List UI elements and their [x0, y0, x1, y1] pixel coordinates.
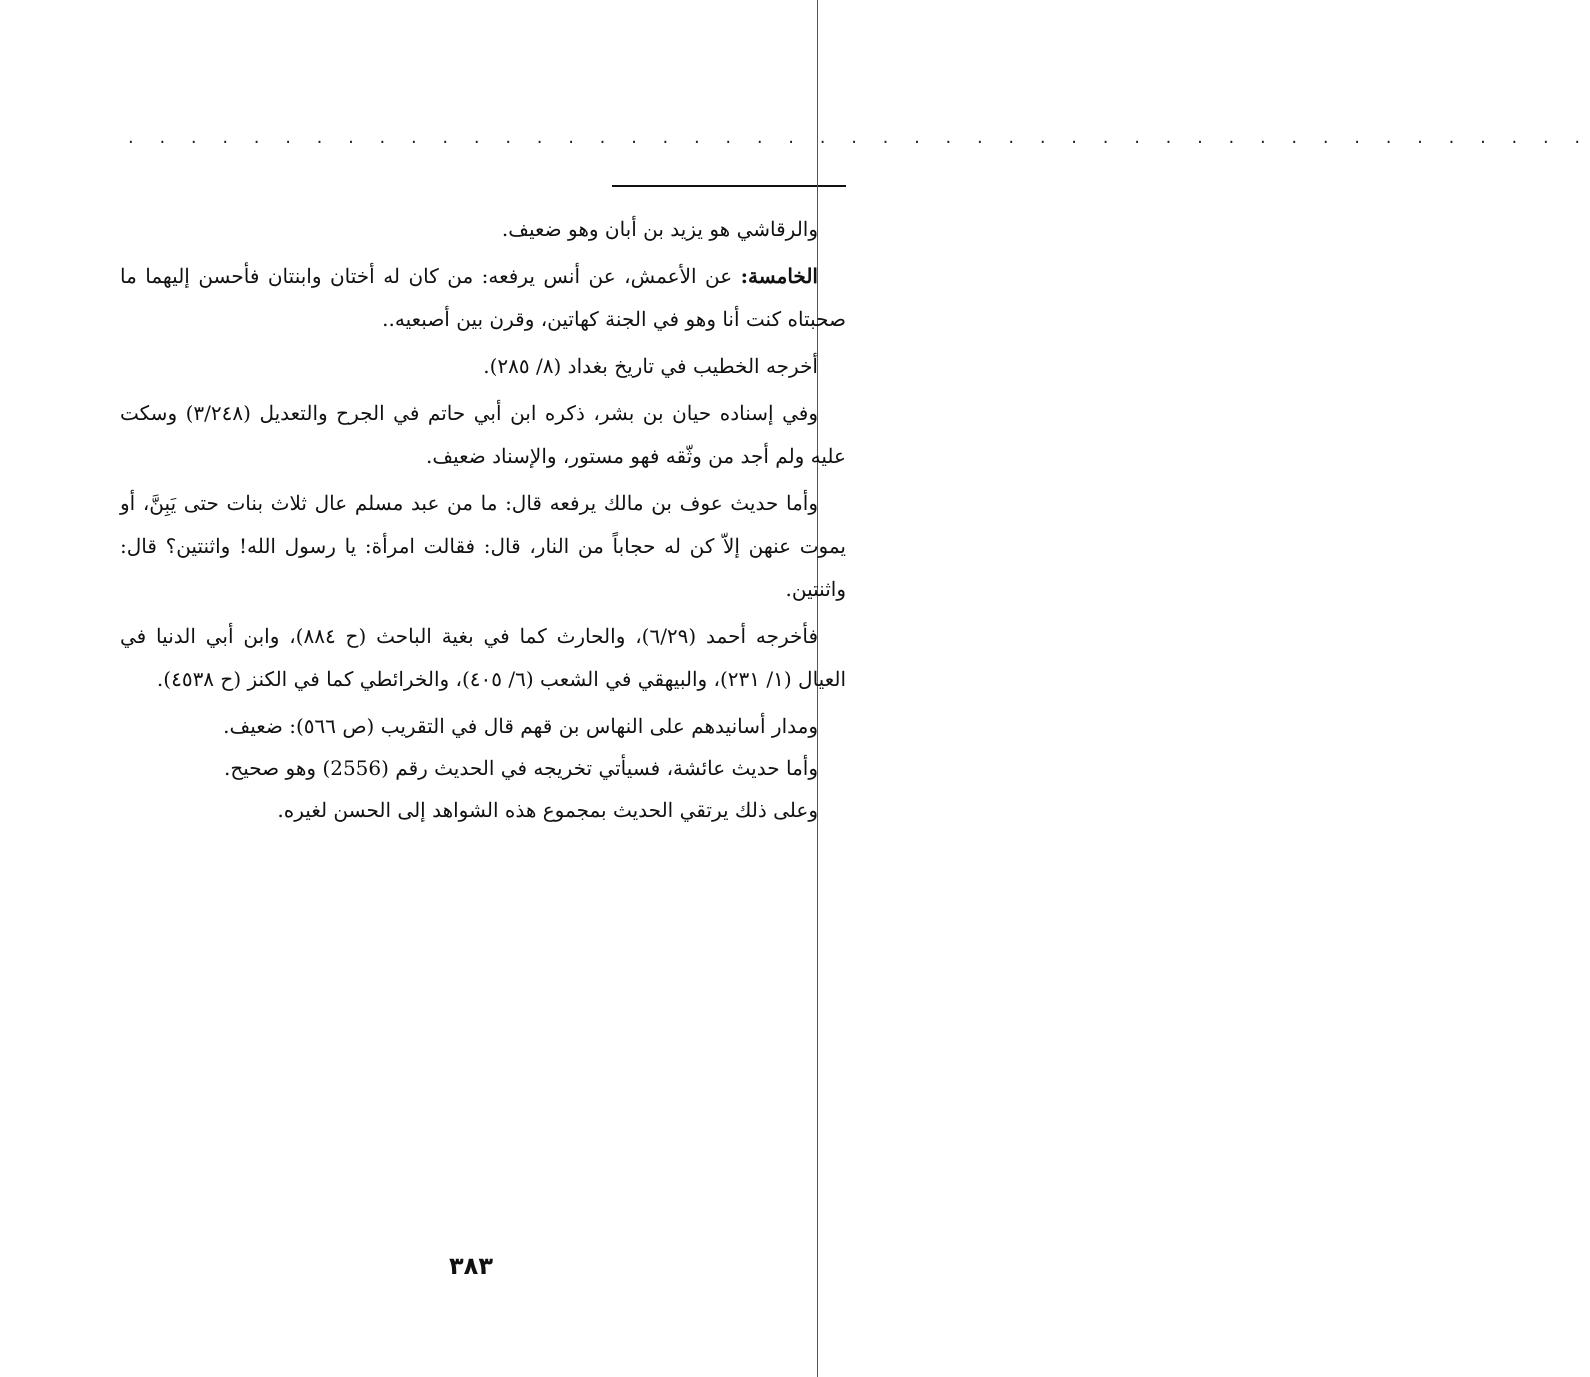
- paragraph: وفي إسناده حيان بن بشر، ذكره ابن أبي حاتم في الجرح والتعديل (٣/٢٤٨) وسكت عليه ولم أجد من وثّقه فهو مستور، والإسناد ضعيف.: [120, 401, 846, 468]
- paragraph: وأما حديث عائشة، فسيأتي تخريجه في الحديث رقم (2556) وهو صحيح.: [223, 756, 818, 780]
- paragraph: الخامسة: عن الأعمش، عن أنس يرفعه: من كان له أختان وابنتان فأحسن إليهما ما صحبتاه كنت أنا وهو في الجنة كهاتين، وقرن بين أصبعيه..: [120, 264, 846, 331]
- paragraph: فأخرجه أحمد (٦/٢٩)، والحارث كما في بغية الباحث (ح ٨٨٤)، وابن أبي الدنيا في العيال (١/ ٢٣١)، والبيهقي في الشعب (٦/ ٤٠٥)، والخرائطي كما في الكنز (ح ٤٥٣٨).: [120, 624, 846, 691]
- dotted-separator: . . . . . . . . . . . . . . . . . . . . . . . . . . . . . . . . . . . . . . . . . . . . . . .: [128, 127, 1590, 148]
- paragraph: ومدار أسانيدهم على النهاس بن قهم قال في التقريب (ص ٥٦٦): ضعيف.: [223, 714, 818, 738]
- paragraph: والرقاشي هو يزيد بن أبان وهو ضعيف.: [501, 217, 818, 241]
- page-number: ٣٨٣: [449, 1252, 493, 1280]
- paragraph: وعلى ذلك يرتقي الحديث بمجموع هذه الشواهد إلى الحسن لغيره.: [277, 798, 818, 822]
- paragraph: وأما حديث عوف بن مالك يرفعه قال: ما من عبد مسلم عال ثلاث بنات حتى يَبِنَّ، أو يموت عنهن إلاّ كن له حجاباً من النار، قال: فقالت امرأة: يا رسول الله! واثنتين؟ قال: واثنتين.: [120, 491, 846, 601]
- paragraph: أخرجه الخطيب في تاريخ بغداد (٨/ ٢٨٥).: [483, 354, 818, 378]
- footnote-body: [120, 208, 846, 831]
- paragraph-lead: الخامسة:: [740, 264, 818, 288]
- footnote-rule: [612, 185, 846, 187]
